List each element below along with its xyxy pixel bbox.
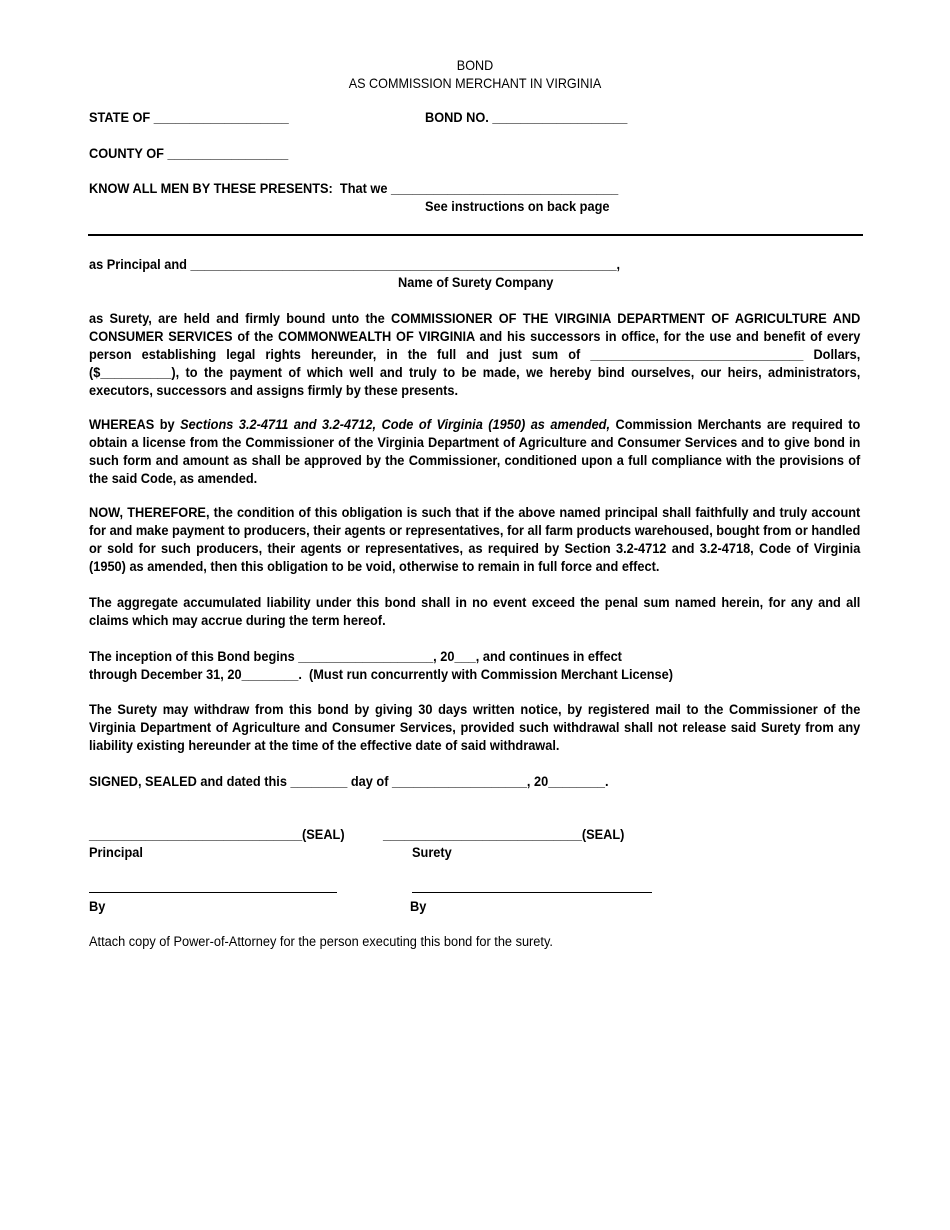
inception-line[interactable]: The inception of this Bond begins ___________________, 20___, and continues in effect	[89, 649, 622, 665]
by-label-right: By	[410, 899, 427, 915]
see-instructions-note: See instructions on back page	[425, 199, 610, 215]
principal-signature-line[interactable]: ______________________________(SEAL)	[89, 827, 345, 843]
state-of-field[interactable]: STATE OF ___________________	[89, 110, 289, 126]
bond-number-field[interactable]: BOND NO. ___________________	[425, 110, 628, 126]
surety-company-label: Name of Surety Company	[398, 275, 554, 291]
know-all-men-line[interactable]: KNOW ALL MEN BY THESE PRESENTS: That we ________________________________	[89, 181, 619, 197]
surety-signature-line[interactable]: ____________________________(SEAL)	[383, 827, 625, 843]
whereas-lead: WHEREAS by	[89, 417, 181, 433]
county-of-field[interactable]: COUNTY OF _________________	[89, 146, 289, 162]
section-divider	[88, 234, 863, 236]
principal-surety-line[interactable]: as Principal and ____________________________________________________________,	[89, 257, 621, 273]
withdrawal-paragraph: The Surety may withdraw from this bond by giving 30 days written notice, by registered mail to the Commissioner of the Virginia Department of Agriculture and Consumer Services, provided such withdrawal shall not release said Surety from any liability existing hereunder at the time of the effective date of said withdrawal.	[89, 702, 861, 754]
surety-by-signature-line[interactable]	[412, 892, 652, 893]
term-end-line[interactable]: through December 31, 20________. (Must run concurrently with Commission Merchant License)	[89, 667, 673, 683]
now-therefore-paragraph: NOW, THEREFORE, the condition of this obligation is such that if the above named principal shall faithfully and truly account for and make payment to producers, their agents or representatives, for all farm products warehoused, bought from or handled or sold for such producers, their agents or representatives, as required by Section 3.2-4712 and 3.2-4718, Code of Virginia (1950) as amended, then this obligation to be void, otherwise to remain in full force and effect.	[89, 505, 861, 575]
whereas-rest: Commission Merchants are required to obtain a license from the Commissioner of the Virginia Department of Agriculture and Consumer Services and to give bond in such form and amount as shall be approved by the Commissioner, conditioned upon a full compliance with the provisions of the said Code, as amended.	[89, 417, 861, 487]
liability-paragraph: The aggregate accumulated liability under this bond shall in no event exceed the penal sum named herein, for any and all claims which may accrue during the term hereof.	[89, 595, 861, 629]
by-label-left: By	[89, 899, 106, 915]
obligation-paragraph: as Surety, are held and firmly bound unto the COMMISSIONER OF THE VIRGINIA DEPARTMENT OF AGRICULTURE AND CONSUMER SERVICES of the COMMONWEALTH OF VIRGINIA and his successors in office, for the use and benefit of every person establishing legal rights hereunder, in the full and just sum of ______________________________ Dollars, ($__________), to the payment of which well and truly to be made, we hereby bind ourselves, our heirs, administrators, executors, successors and assigns firmly by these presents.	[89, 311, 861, 399]
whereas-paragraph	[89, 416, 860, 488]
document-subtitle: AS COMMISSION MERCHANT IN VIRGINIA	[348, 75, 602, 91]
surety-label: Surety	[412, 845, 452, 861]
power-of-attorney-note: Attach copy of Power-of-Attorney for the person executing this bond for the surety.	[89, 934, 553, 950]
document-title: BOND	[456, 57, 494, 73]
code-citation: Sections 3.2-4711 and 3.2-4712, Code of Virginia (1950) as amended,	[180, 417, 611, 433]
principal-by-signature-line[interactable]	[89, 892, 337, 893]
principal-label: Principal	[89, 845, 143, 861]
signed-sealed-line[interactable]: SIGNED, SEALED and dated this ________ day of ___________________, 20________.	[89, 774, 609, 790]
